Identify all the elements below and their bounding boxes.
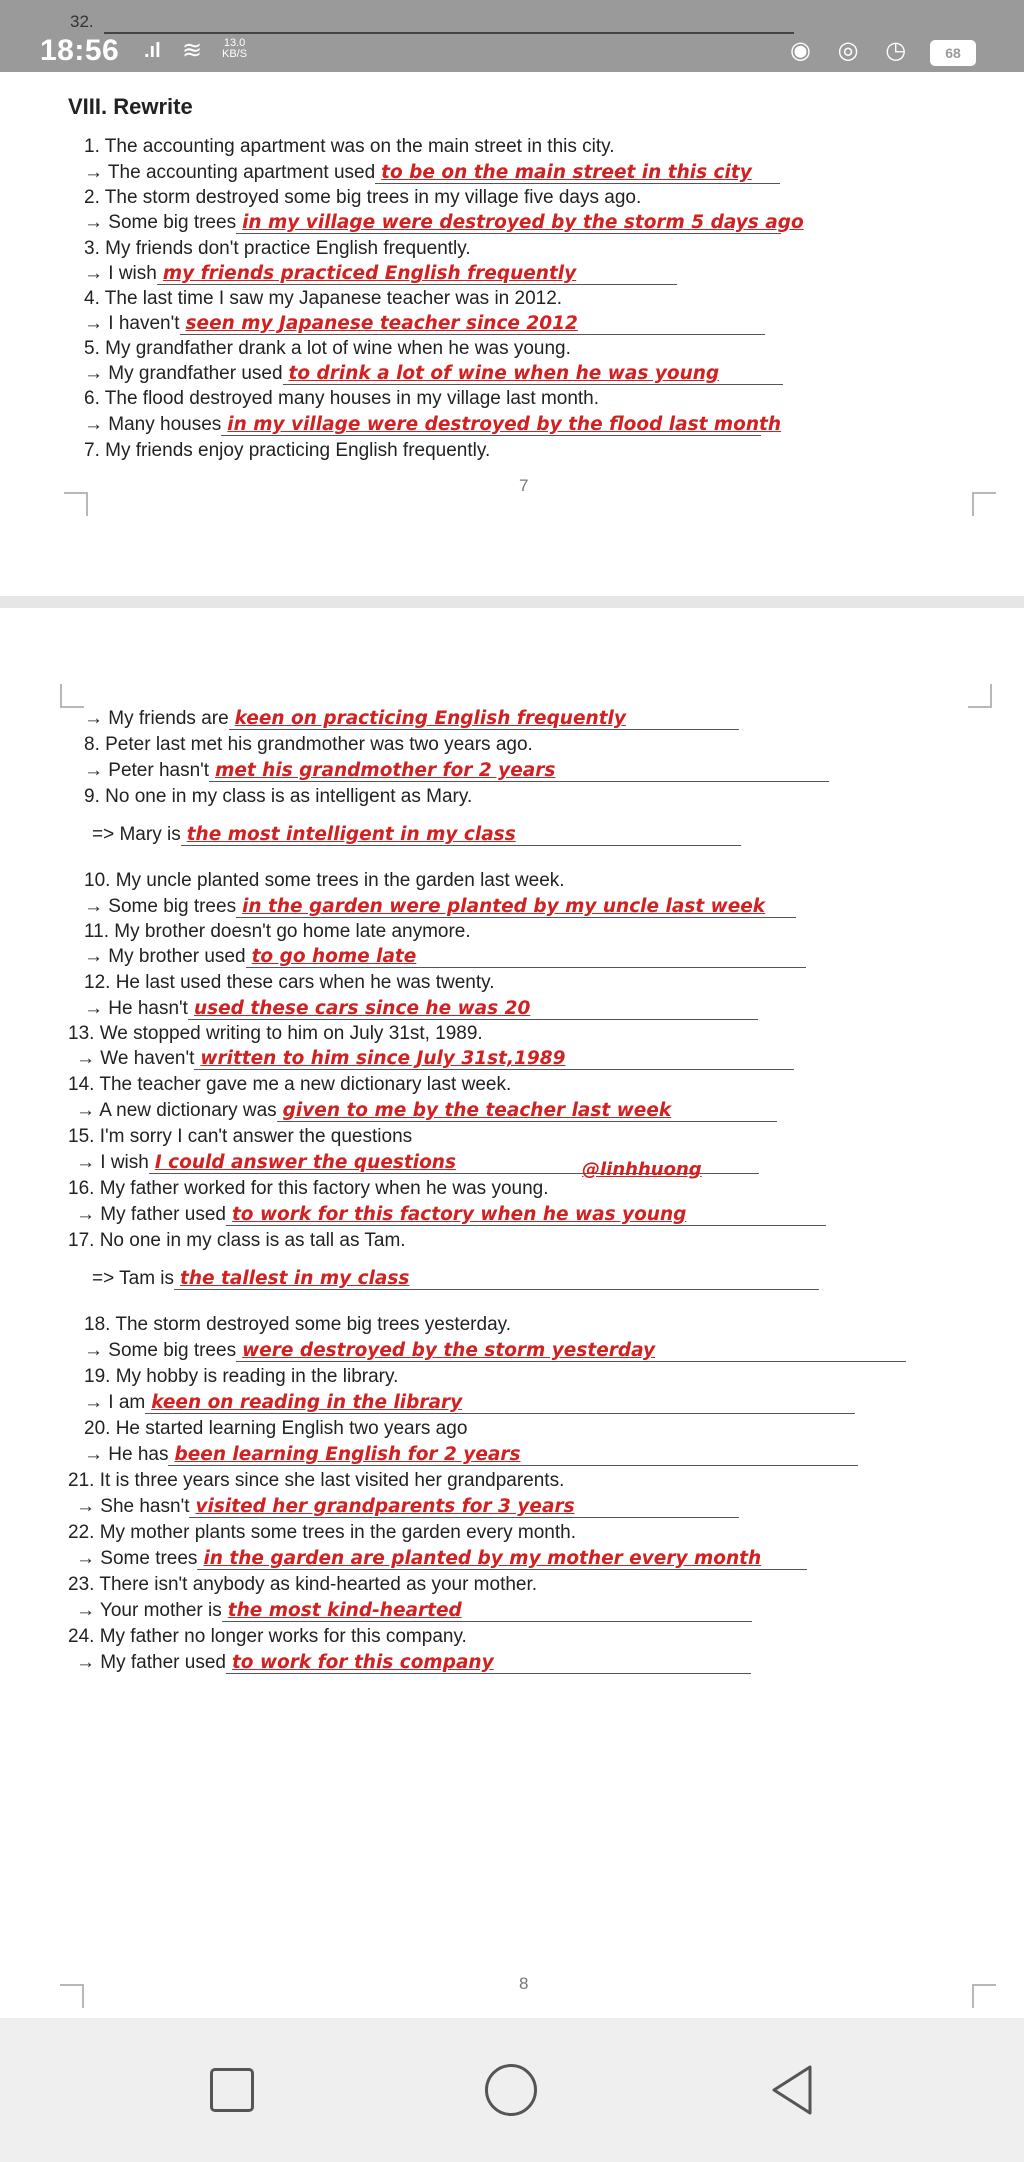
- page-corner-mark: [968, 684, 992, 708]
- answer-line-10: [84, 896, 796, 918]
- question-5: 5. My grandfather drank a lot of wine when he was young.: [84, 338, 571, 359]
- question-22: 22. My mother plants some trees in the garden every month.: [68, 1522, 576, 1543]
- question-15: 15. I'm sorry I can't answer the questions: [68, 1126, 413, 1147]
- question-19: 19. My hobby is reading in the library.: [84, 1366, 399, 1387]
- signal-icon: .ıl: [144, 40, 161, 62]
- prompt-9: => Mary is: [92, 824, 181, 845]
- prompt-7: → My friends are: [84, 708, 229, 729]
- prompt-22: → Some trees: [76, 1548, 198, 1569]
- home-button[interactable]: [485, 2064, 537, 2116]
- question-1: 1. The accounting apartment was on the main street in this city.: [84, 136, 615, 157]
- answer-20: been learning English for 2 years: [174, 1444, 521, 1465]
- answer-line-11: [84, 946, 806, 968]
- question-12: 12. He last used these cars when he was twenty.: [84, 972, 495, 993]
- prompt-18: → Some big trees: [84, 1340, 237, 1361]
- answer-line-8: [84, 760, 829, 782]
- question-10: 10. My uncle planted some trees in the garden last week.: [84, 870, 565, 891]
- wifi-icon: ≋: [182, 37, 203, 64]
- answer-line-5: [84, 363, 783, 385]
- answer-line-6: [84, 414, 782, 436]
- question-24: 24. My father no longer works for this company.: [68, 1626, 467, 1647]
- question-4: 4. The last time I saw my Japanese teacher was in 2012.: [84, 288, 563, 309]
- question-13: 13. We stopped writing to him on July 31st, 1989.: [68, 1023, 483, 1044]
- prompt-19: → I am: [84, 1392, 146, 1413]
- section-title: VIII. Rewrite: [68, 94, 193, 119]
- page-corner-mark: [64, 492, 88, 516]
- net-speed-unit: KB/S: [222, 48, 248, 60]
- answer-line-17: [92, 1268, 819, 1290]
- question-11: 11. My brother doesn't go home late anymore.: [84, 921, 471, 942]
- answer-15: I could answer the questions: [154, 1152, 456, 1173]
- question-20: 20. He started learning English two years ago: [84, 1418, 468, 1439]
- page-corner-mark: [60, 1984, 84, 2008]
- prompt-4: → I haven't: [84, 313, 180, 334]
- answer-4: seen my Japanese teacher since 2012: [185, 313, 578, 334]
- answer-23: the most kind-hearted: [227, 1600, 462, 1621]
- page-number-8: 8: [519, 1974, 529, 1993]
- page-corner-mark: [972, 1984, 996, 2008]
- question-14: 14. The teacher gave me a new dictionary last week.: [68, 1074, 512, 1095]
- answer-line-20: [84, 1444, 858, 1466]
- answer-21: visited her grandparents for 3 years: [195, 1496, 575, 1517]
- answer-12: used these cars since he was 20: [193, 998, 531, 1019]
- net-speed: [222, 38, 247, 60]
- prompt-2: → Some big trees: [84, 212, 237, 233]
- prompt-6: → Many houses: [84, 414, 222, 435]
- back-button[interactable]: [768, 2063, 816, 2122]
- answer-16: to work for this factory when he was young: [231, 1204, 687, 1225]
- back-triangle-icon: [768, 2063, 816, 2117]
- answer-line-14: [76, 1100, 777, 1122]
- answer-17: the tallest in my class: [180, 1268, 410, 1289]
- answer-13: written to him since July 31st,1989: [200, 1048, 566, 1069]
- answer-line-2: [84, 212, 804, 234]
- prompt-5: → My grandfather used: [84, 363, 283, 384]
- answer-11: to go home late: [251, 946, 417, 967]
- answer-9: the most intelligent in my class: [186, 824, 516, 845]
- answer-3: my friends practiced English frequently: [162, 263, 577, 284]
- page-corner-mark: [972, 492, 996, 516]
- answer-line-7: [84, 708, 739, 730]
- status-top-text: 32.: [70, 12, 94, 31]
- answer-line-13: [76, 1048, 794, 1070]
- answer-8: met his grandmother for 2 years: [215, 760, 556, 781]
- prompt-17: => Tam is: [92, 1268, 175, 1289]
- prompt-24: → My father used: [76, 1652, 226, 1673]
- battery-icon: 68: [930, 40, 976, 66]
- page-separator: [0, 596, 1024, 608]
- status-top-line: [104, 32, 794, 34]
- prompt-21: → She hasn't: [76, 1496, 190, 1517]
- prompt-3: → I wish: [84, 263, 157, 284]
- prompt-11: → My brother used: [84, 946, 246, 967]
- prompt-8: → Peter hasn't: [84, 760, 210, 781]
- answer-line-22: [76, 1548, 807, 1570]
- question-16: 16. My father worked for this factory when he was young.: [68, 1178, 549, 1199]
- question-3: 3. My friends don't practice English frequently.: [84, 238, 471, 259]
- prompt-13: → We haven't: [76, 1048, 195, 1069]
- answer-line-4: [84, 313, 765, 335]
- question-17: 17. No one in my class is as tall as Tam.: [68, 1230, 406, 1251]
- answer-6: in my village were destroyed by the flood last month: [227, 414, 782, 435]
- answer-line-12: [84, 998, 758, 1020]
- answer-line-23: [76, 1600, 752, 1622]
- recent-apps-button[interactable]: [210, 2068, 254, 2112]
- answer-line-19: [84, 1392, 855, 1414]
- prompt-23: → Your mother is: [76, 1600, 222, 1621]
- answer-line-18: [84, 1340, 906, 1362]
- question-18: 18. The storm destroyed some big trees yesterday.: [84, 1314, 511, 1335]
- net-speed-value: 13.0: [223, 37, 246, 49]
- answer-2: in my village were destroyed by the storm 5 days ago: [242, 212, 804, 233]
- status-time: 18:56: [40, 34, 120, 67]
- author-handle: @linhhuong: [582, 1159, 702, 1180]
- answer-22: in the garden are planted by my mother every month: [203, 1548, 762, 1569]
- prompt-12: → He hasn't: [84, 998, 188, 1019]
- answer-line-1: [84, 162, 780, 184]
- answer-7: keen on practicing English frequently: [234, 708, 626, 729]
- answer-line-24: [76, 1652, 751, 1674]
- page-number-7: 7: [519, 476, 529, 495]
- question-23: 23. There isn't anybody as kind-hearted as your mother.: [68, 1574, 538, 1595]
- answer-24: to work for this company: [231, 1652, 494, 1673]
- answer-line-21: [76, 1496, 739, 1518]
- prompt-10: → Some big trees: [84, 896, 237, 917]
- question-7: 7. My friends enjoy practicing English frequently.: [84, 440, 491, 461]
- question-6: 6. The flood destroyed many houses in my village last month.: [84, 388, 600, 409]
- answer-1: to be on the main street in this city: [381, 162, 752, 183]
- answer-line-3: [84, 263, 677, 285]
- answer-10: in the garden were planted by my uncle last week: [242, 896, 766, 917]
- answer-19: keen on reading in the library: [151, 1392, 463, 1413]
- question-2: 2. The storm destroyed some big trees in my village five days ago.: [84, 187, 642, 208]
- question-8: 8. Peter last met his grandmother was two years ago.: [84, 734, 533, 755]
- answer-18: were destroyed by the storm yesterday: [242, 1340, 656, 1361]
- prompt-1: → The accounting apartment used: [84, 162, 376, 183]
- prompt-20: → He has: [84, 1444, 169, 1465]
- prompt-14: → A new dictionary was: [76, 1100, 277, 1121]
- answer-line-9: [92, 824, 741, 846]
- page-corner-mark: [60, 684, 84, 708]
- question-21: 21. It is three years since she last visited her grandparents.: [68, 1470, 565, 1491]
- prompt-16: → My father used: [76, 1204, 226, 1225]
- answer-14: given to me by the teacher last week: [282, 1100, 672, 1121]
- answer-5: to drink a lot of wine when he was young: [288, 363, 720, 384]
- status-bar: [0, 0, 1024, 72]
- prompt-15: → I wish: [76, 1152, 149, 1173]
- status-icons: ◉ ◎ ◷: [790, 37, 917, 64]
- answer-line-16: [76, 1204, 826, 1226]
- question-9: 9. No one in my class is as intelligent as Mary.: [84, 786, 473, 807]
